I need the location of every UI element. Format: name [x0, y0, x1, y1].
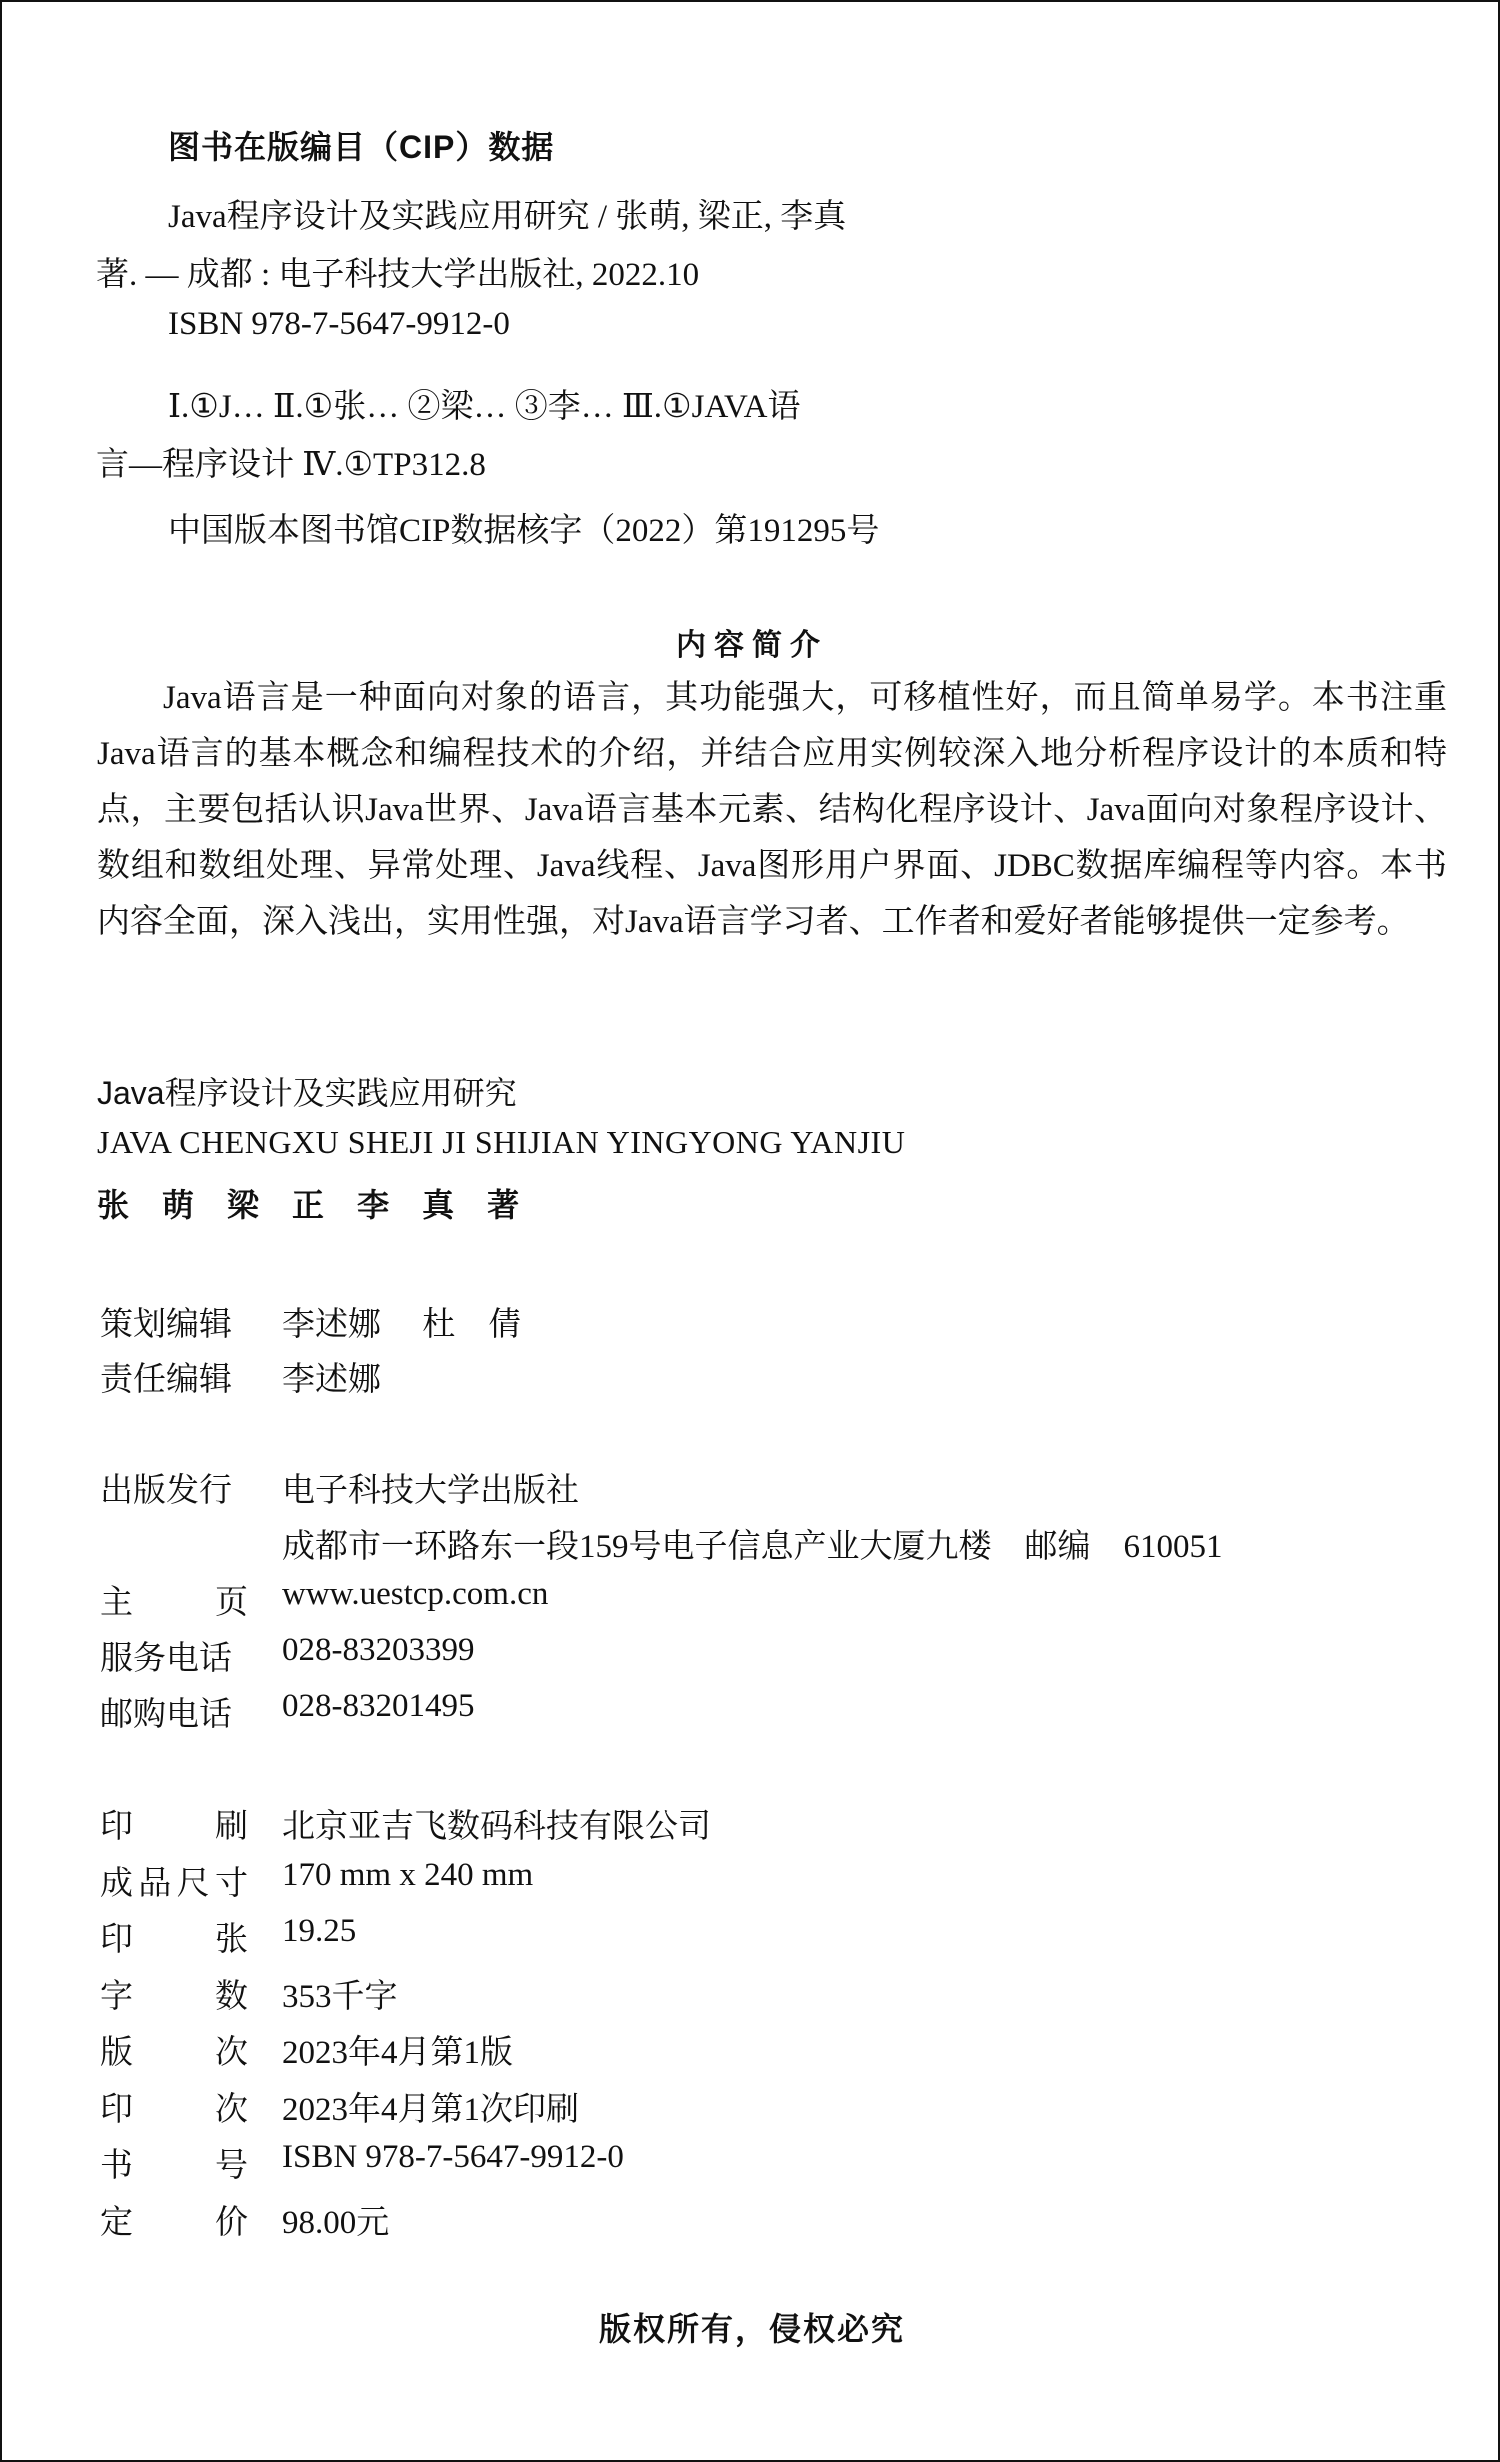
- author-char: 张: [97, 1187, 130, 1223]
- label-char: 尺: [176, 1865, 210, 1902]
- book-title-pinyin: JAVA CHENGXU SHEJI JI SHIJIAN YINGYONG YANJIU: [97, 1124, 906, 1160]
- label-char: 主: [100, 1585, 133, 1621]
- printing-value: 2023年4月第1版: [282, 2035, 513, 2071]
- printing-label: [100, 1913, 248, 1960]
- printing-label: [100, 1800, 248, 1847]
- label-char: 版: [100, 2035, 133, 2071]
- editor-label: 策划编辑: [100, 1307, 232, 1343]
- printing-label: [100, 2196, 248, 2243]
- cip-line-isbn: ISBN 978-7-5647-9912-0: [168, 306, 510, 342]
- author-char: 萌: [162, 1187, 195, 1223]
- summary-heading: 内容简介: [676, 629, 828, 662]
- label-char: 成: [100, 1865, 133, 1902]
- label-char: 次: [215, 2091, 248, 2128]
- printing-label: [100, 2083, 248, 2130]
- editor-value: 李述娜: [282, 1362, 381, 1398]
- cip-line-classification-1: Ⅰ.①J… Ⅱ.①张… ②梁… ③李… Ⅲ.①JAVA语: [168, 389, 801, 425]
- label-char: 价: [215, 2204, 248, 2241]
- printing-value: ISBN 978-7-5647-9912-0: [282, 2139, 624, 2175]
- printing-value: 北京亚吉飞数码科技有限公司: [282, 1809, 711, 1845]
- publisher-label: [100, 1576, 248, 1623]
- printing-label: [100, 1857, 248, 1904]
- author-char: 著: [487, 1187, 520, 1223]
- label-char: 印: [100, 1922, 133, 1958]
- summary-body: [97, 670, 1447, 950]
- editor-value: 李述娜 杜 倩: [282, 1307, 522, 1343]
- publisher-value: 028-83203399: [282, 1632, 475, 1668]
- label-char: 印: [100, 1809, 133, 1845]
- publisher-address: 成都市一环路东一段159号电子信息产业大厦九楼 邮编 610051: [282, 1529, 1223, 1565]
- summary-paragraph: Java语言是一种面向对象的语言，其功能强大，可移植性好，而且简单易学。本书注重Java语言的基本概念和编程技术的介绍，并结合应用实例较深入地分析程序设计的本质和特点，主要包括认识Java世界、Java语言基本元素、结构化程序设计、Java面向对象程序设计、数组和数组处理、异常处理、Java线程、Java图形用户界面、JDBC数据库编程等内容。本书内容全面，深入浅出，实用性强，对Java语言学习者、工作者和爱好者能够提供一定参考。: [97, 680, 1447, 940]
- printing-value: 98.00元: [282, 2204, 390, 2241]
- printing-value: 19.25: [282, 1913, 357, 1949]
- printing-label: [100, 2026, 248, 2073]
- label-char: 张: [215, 1922, 248, 1958]
- book-title-chinese: Java程序设计及实践应用研究: [97, 1075, 517, 1111]
- label-char: 刷: [215, 1809, 248, 1845]
- cip-line-title-authors: Java程序设计及实践应用研究 / 张萌, 梁正, 李真: [168, 199, 847, 235]
- label-char: 书: [100, 2148, 133, 2184]
- cip-line-publisher: 著. — 成都 : 电子科技大学出版社, 2022.10: [96, 257, 700, 293]
- label-char: 品: [138, 1865, 172, 1902]
- author-char: 李: [357, 1187, 390, 1223]
- label-char: 印: [100, 2091, 133, 2128]
- book-authors: [97, 1180, 552, 1226]
- label-char: 定: [100, 2204, 133, 2241]
- author-char: 正: [292, 1187, 325, 1223]
- publisher-value: 电子科技大学出版社: [282, 1473, 579, 1509]
- cip-line-cip-number: 中国版本图书馆CIP数据核字（2022）第191295号: [168, 513, 880, 549]
- copyright-notice: 版权所有，侵权必究: [598, 2311, 905, 2347]
- label-char: 数: [215, 1978, 248, 2015]
- printing-value: 170 mm x 240 mm: [282, 1856, 534, 1893]
- printing-value: 353千字: [282, 1978, 398, 2015]
- publisher-label: 邮购电话: [100, 1697, 232, 1733]
- label-char: 号: [215, 2148, 248, 2184]
- cip-line-classification-2: 言—程序设计 Ⅳ.①TP312.8: [96, 447, 486, 483]
- publisher-label: 出版发行: [100, 1473, 232, 1509]
- cip-title: 图书在版编目（CIP）数据: [168, 129, 555, 165]
- label-char: 寸: [214, 1865, 248, 1902]
- label-char: 字: [100, 1978, 133, 2015]
- publisher-value: 028-83201495: [282, 1688, 475, 1724]
- publisher-homepage-link[interactable]: www.uestcp.com.cn: [282, 1576, 549, 1612]
- author-char: 真: [422, 1187, 455, 1223]
- publisher-label: 服务电话: [100, 1641, 232, 1677]
- author-char: 梁: [227, 1187, 260, 1223]
- editor-label: 责任编辑: [100, 1362, 232, 1398]
- label-char: 次: [215, 2035, 248, 2071]
- label-char: 页: [215, 1585, 248, 1621]
- printing-label: [100, 2139, 248, 2186]
- printing-value: 2023年4月第1次印刷: [282, 2091, 579, 2128]
- printing-label: [100, 1970, 248, 2017]
